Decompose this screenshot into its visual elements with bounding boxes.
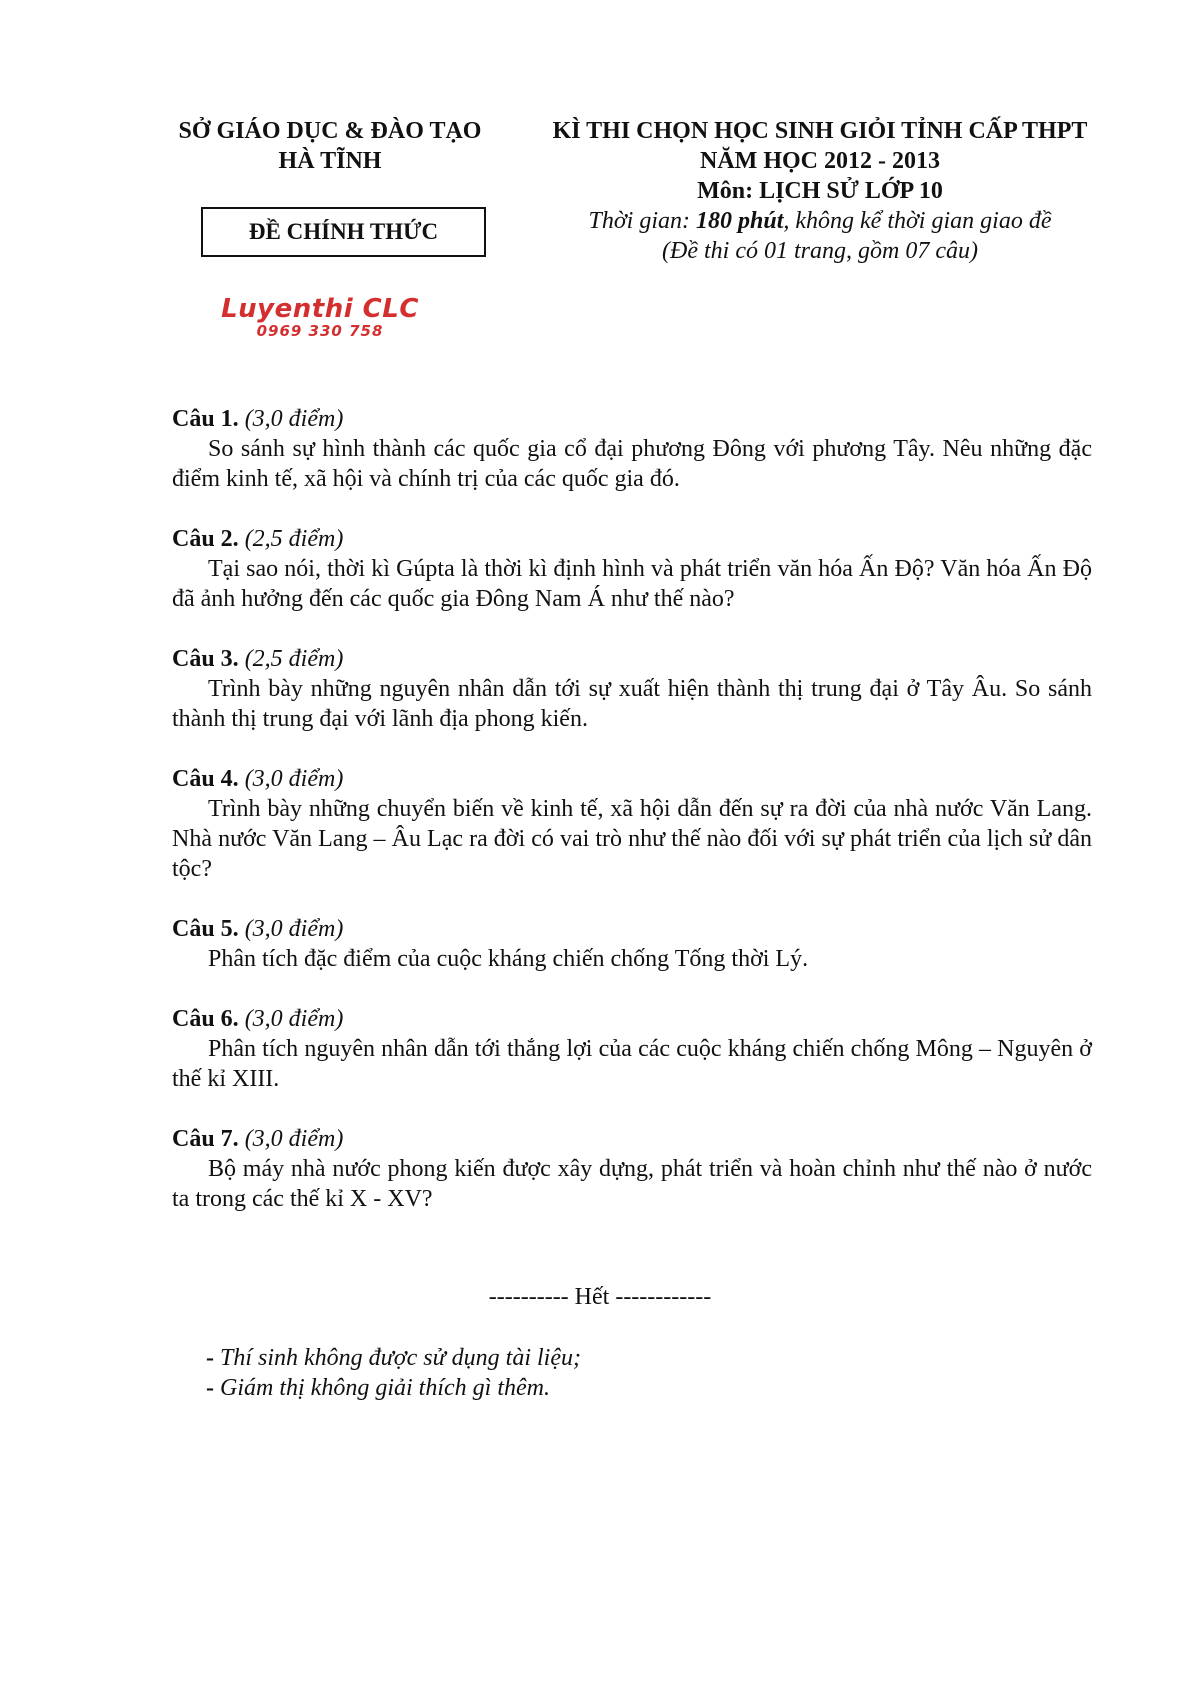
question-points: (2,5 điểm) [244,526,344,552]
question-2 [172,524,1092,614]
question-heading [172,914,1092,944]
watermark-phone: 0969 330 758 [256,322,384,340]
question-heading [172,644,1092,674]
question-heading [172,1004,1092,1034]
question-4 [172,764,1092,884]
watermark-logo [200,295,440,339]
question-1 [172,404,1092,494]
subject-line: Môn: LỊCH SỬ LỚP 10 [697,178,943,204]
question-text: Phân tích nguyên nhân dẫn tới thắng lợi của các cuộc kháng chiến chống Mông – Nguyên ở thế kỉ XIII. [172,1036,1092,1092]
note-item [206,1373,1006,1403]
time-value: 180 phút [696,208,784,234]
question-heading [172,764,1092,794]
question-heading [172,1124,1092,1154]
question-label: Câu 6. [172,1006,239,1032]
question-label: Câu 1. [172,406,239,432]
question-points: (2,5 điểm) [244,646,344,672]
school-year: NĂM HỌC 2012 - 2013 [700,148,940,174]
exam-header [520,116,1120,266]
question-6 [172,1004,1092,1094]
issuing-authority [160,116,500,176]
question-points: (3,0 điểm) [244,1126,344,1152]
question-points: (3,0 điểm) [244,916,344,942]
end-of-exam-marker: ---------- Hết ------------ [488,1284,712,1310]
question-7 [172,1124,1092,1214]
question-label: Câu 3. [172,646,239,672]
note-text: Giám thị không giải thích gì thêm. [220,1375,550,1401]
time-prefix: Thời gian: [588,208,696,234]
question-points: (3,0 điểm) [244,1006,344,1032]
note-dash: - [206,1345,220,1371]
question-text: Trình bày những chuyển biến về kinh tế, xã hội dẫn đến sự ra đời của nhà nước Văn Lang. Nhà nước Văn Lang – Âu Lạc ra đời có vai trò như thế nào đối với sự phát triển của lịch sử dân tộc? [172,796,1092,882]
note-item [206,1343,1006,1373]
question-5 [172,914,1092,974]
question-3 [172,644,1092,734]
page-info: (Đề thi có 01 trang, gồm 07 câu) [662,238,978,264]
question-label: Câu 5. [172,916,239,942]
question-label: Câu 4. [172,766,239,792]
question-text: Phân tích đặc điểm của cuộc kháng chiến chống Tống thời Lý. [208,946,809,972]
question-label: Câu 7. [172,1126,239,1152]
question-text: Trình bày những nguyên nhân dẫn tới sự xuất hiện thành thị trung đại ở Tây Âu. So sánh thành thị trung đại với lãnh địa phong kiến. [172,676,1092,732]
question-points: (3,0 điểm) [244,766,344,792]
question-label: Câu 2. [172,526,239,552]
note-dash: - [206,1375,220,1401]
official-exam-stamp: ĐỀ CHÍNH THỨC [201,207,486,257]
question-text: So sánh sự hình thành các quốc gia cổ đại phương Đông với phương Tây. Nêu những đặc điểm kinh tế, xã hội và chính trị của các quốc gia đó. [172,436,1092,492]
exam-title: KÌ THI CHỌN HỌC SINH GIỎI TỈNH CẤP THPT [552,118,1088,144]
question-list [172,404,1092,1244]
watermark-title: Luyenthi CLC [221,294,419,324]
note-text: Thí sinh không được sử dụng tài liệu; [220,1345,581,1371]
question-heading [172,404,1092,434]
exam-notes [206,1343,1006,1403]
department-name: SỞ GIÁO DỤC & ĐÀO TẠO [178,118,482,144]
question-heading [172,524,1092,554]
province-name: HÀ TĨNH [278,148,382,174]
time-suffix: , không kể thời gian giao đề [783,208,1052,234]
question-text: Tại sao nói, thời kì Gúpta là thời kì định hình và phát triển văn hóa Ấn Độ? Văn hóa Ấn Độ đã ảnh hưởng đến các quốc gia Đông Nam Á như thế nào? [172,556,1092,612]
time-line [520,206,1120,236]
question-points: (3,0 điểm) [244,406,344,432]
question-text: Bộ máy nhà nước phong kiến được xây dựng, phát triển và hoàn chỉnh như thế nào ở nước ta trong các thế kỉ X - XV? [172,1156,1092,1212]
